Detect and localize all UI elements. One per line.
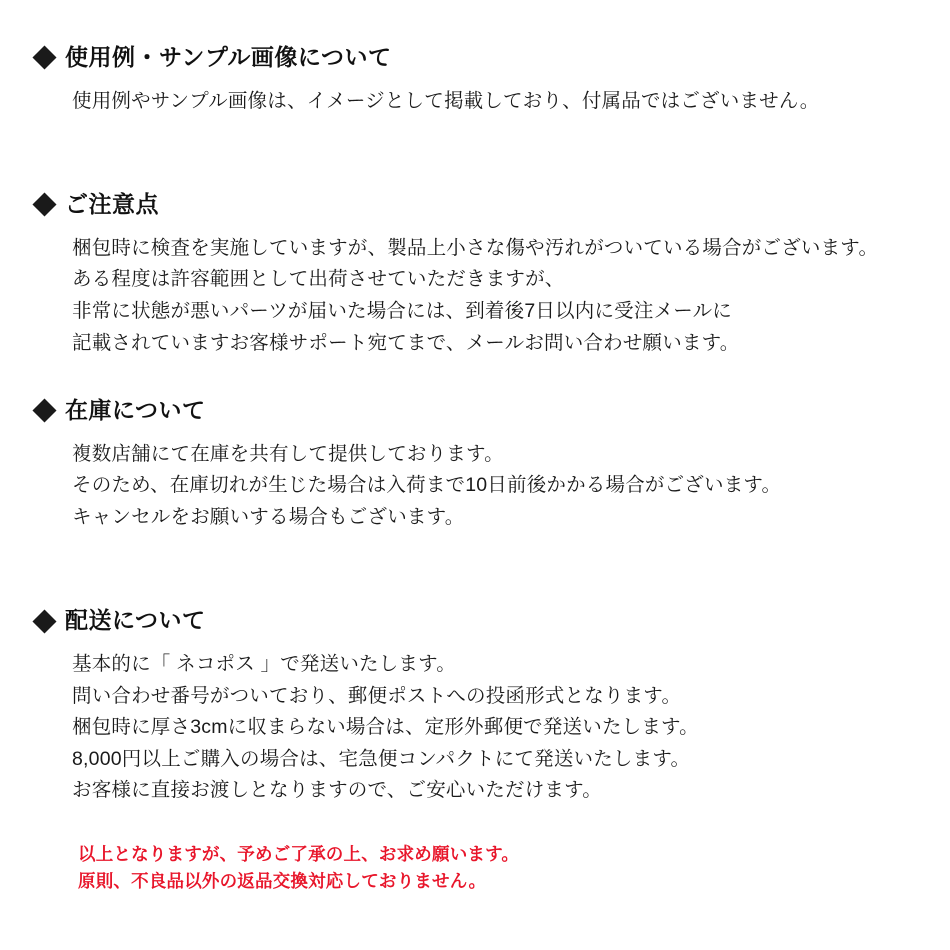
section-title: 配送について [65,607,206,634]
section-sample-images [30,44,920,117]
body-line: そのため、在庫切れが生じた場合は入荷まで10日前後かかる場合がございます。 [72,474,782,497]
section-cautions [30,191,920,359]
notice-line: 以上となりますが、予めご了承の上、お求め願います。 [78,843,520,864]
section-heading [36,44,920,72]
section-title: ご注意点 [65,191,159,218]
section-title: 在庫について [65,397,206,424]
section-heading [36,191,920,219]
body-line: 記載されていますお客様サポート宛てまで、メールお問い合わせ願います。 [72,331,740,354]
body-line: 非常に状態が悪いパーツが届いた場合には、到着後7日以内に受注メールに [72,299,732,322]
red-notice [78,841,920,895]
section-body [72,439,920,534]
body-line: 梱包時に検査を実施していますが、製品上小さな傷や汚れがついている場合がございます。 [72,236,879,259]
section-title: 使用例・サンプル画像について [65,44,392,70]
body-line: お客様に直接お渡しとなりますので、ご安心いただけます。 [72,779,602,802]
section-shipping [30,607,920,806]
body-line: 基本的に「 ネコポス 」で発送いたします。 [72,653,456,675]
notice-line: 原則、不良品以外の返品交換対応しておりません。 [78,871,487,892]
body-line: 複数店舗にて在庫を共有して提供しております。 [72,442,504,465]
section-body [72,86,920,118]
diamond-bullet-icon [32,46,56,70]
spacer [30,117,920,191]
diamond-bullet-icon [32,399,56,423]
section-heading [36,607,920,635]
section-heading [36,397,920,425]
body-line: 梱包時に厚さ3cmに収まらない場合は、定形外郵便で発送いたします。 [72,716,699,739]
section-stock [30,397,920,533]
diamond-bullet-icon [32,193,56,217]
diamond-bullet-icon [32,609,56,633]
body-line: 使用例やサンプル画像は、イメージとして掲載しており、付属品ではございません。 [72,89,820,112]
spacer [30,359,920,397]
body-line: 問い合わせ番号がついており、郵便ポストへの投函形式となります。 [72,684,682,707]
section-body [72,649,920,807]
body-line: ある程度は許容範囲として出荷させていただきますが、 [72,268,565,291]
body-line: 8,000円以上ご購入の場合は、宅急便コンパクトにて発送いたします。 [72,747,691,770]
spacer [30,533,920,607]
body-line: キャンセルをお願いする場合もございます。 [72,505,465,528]
section-body [72,233,920,359]
